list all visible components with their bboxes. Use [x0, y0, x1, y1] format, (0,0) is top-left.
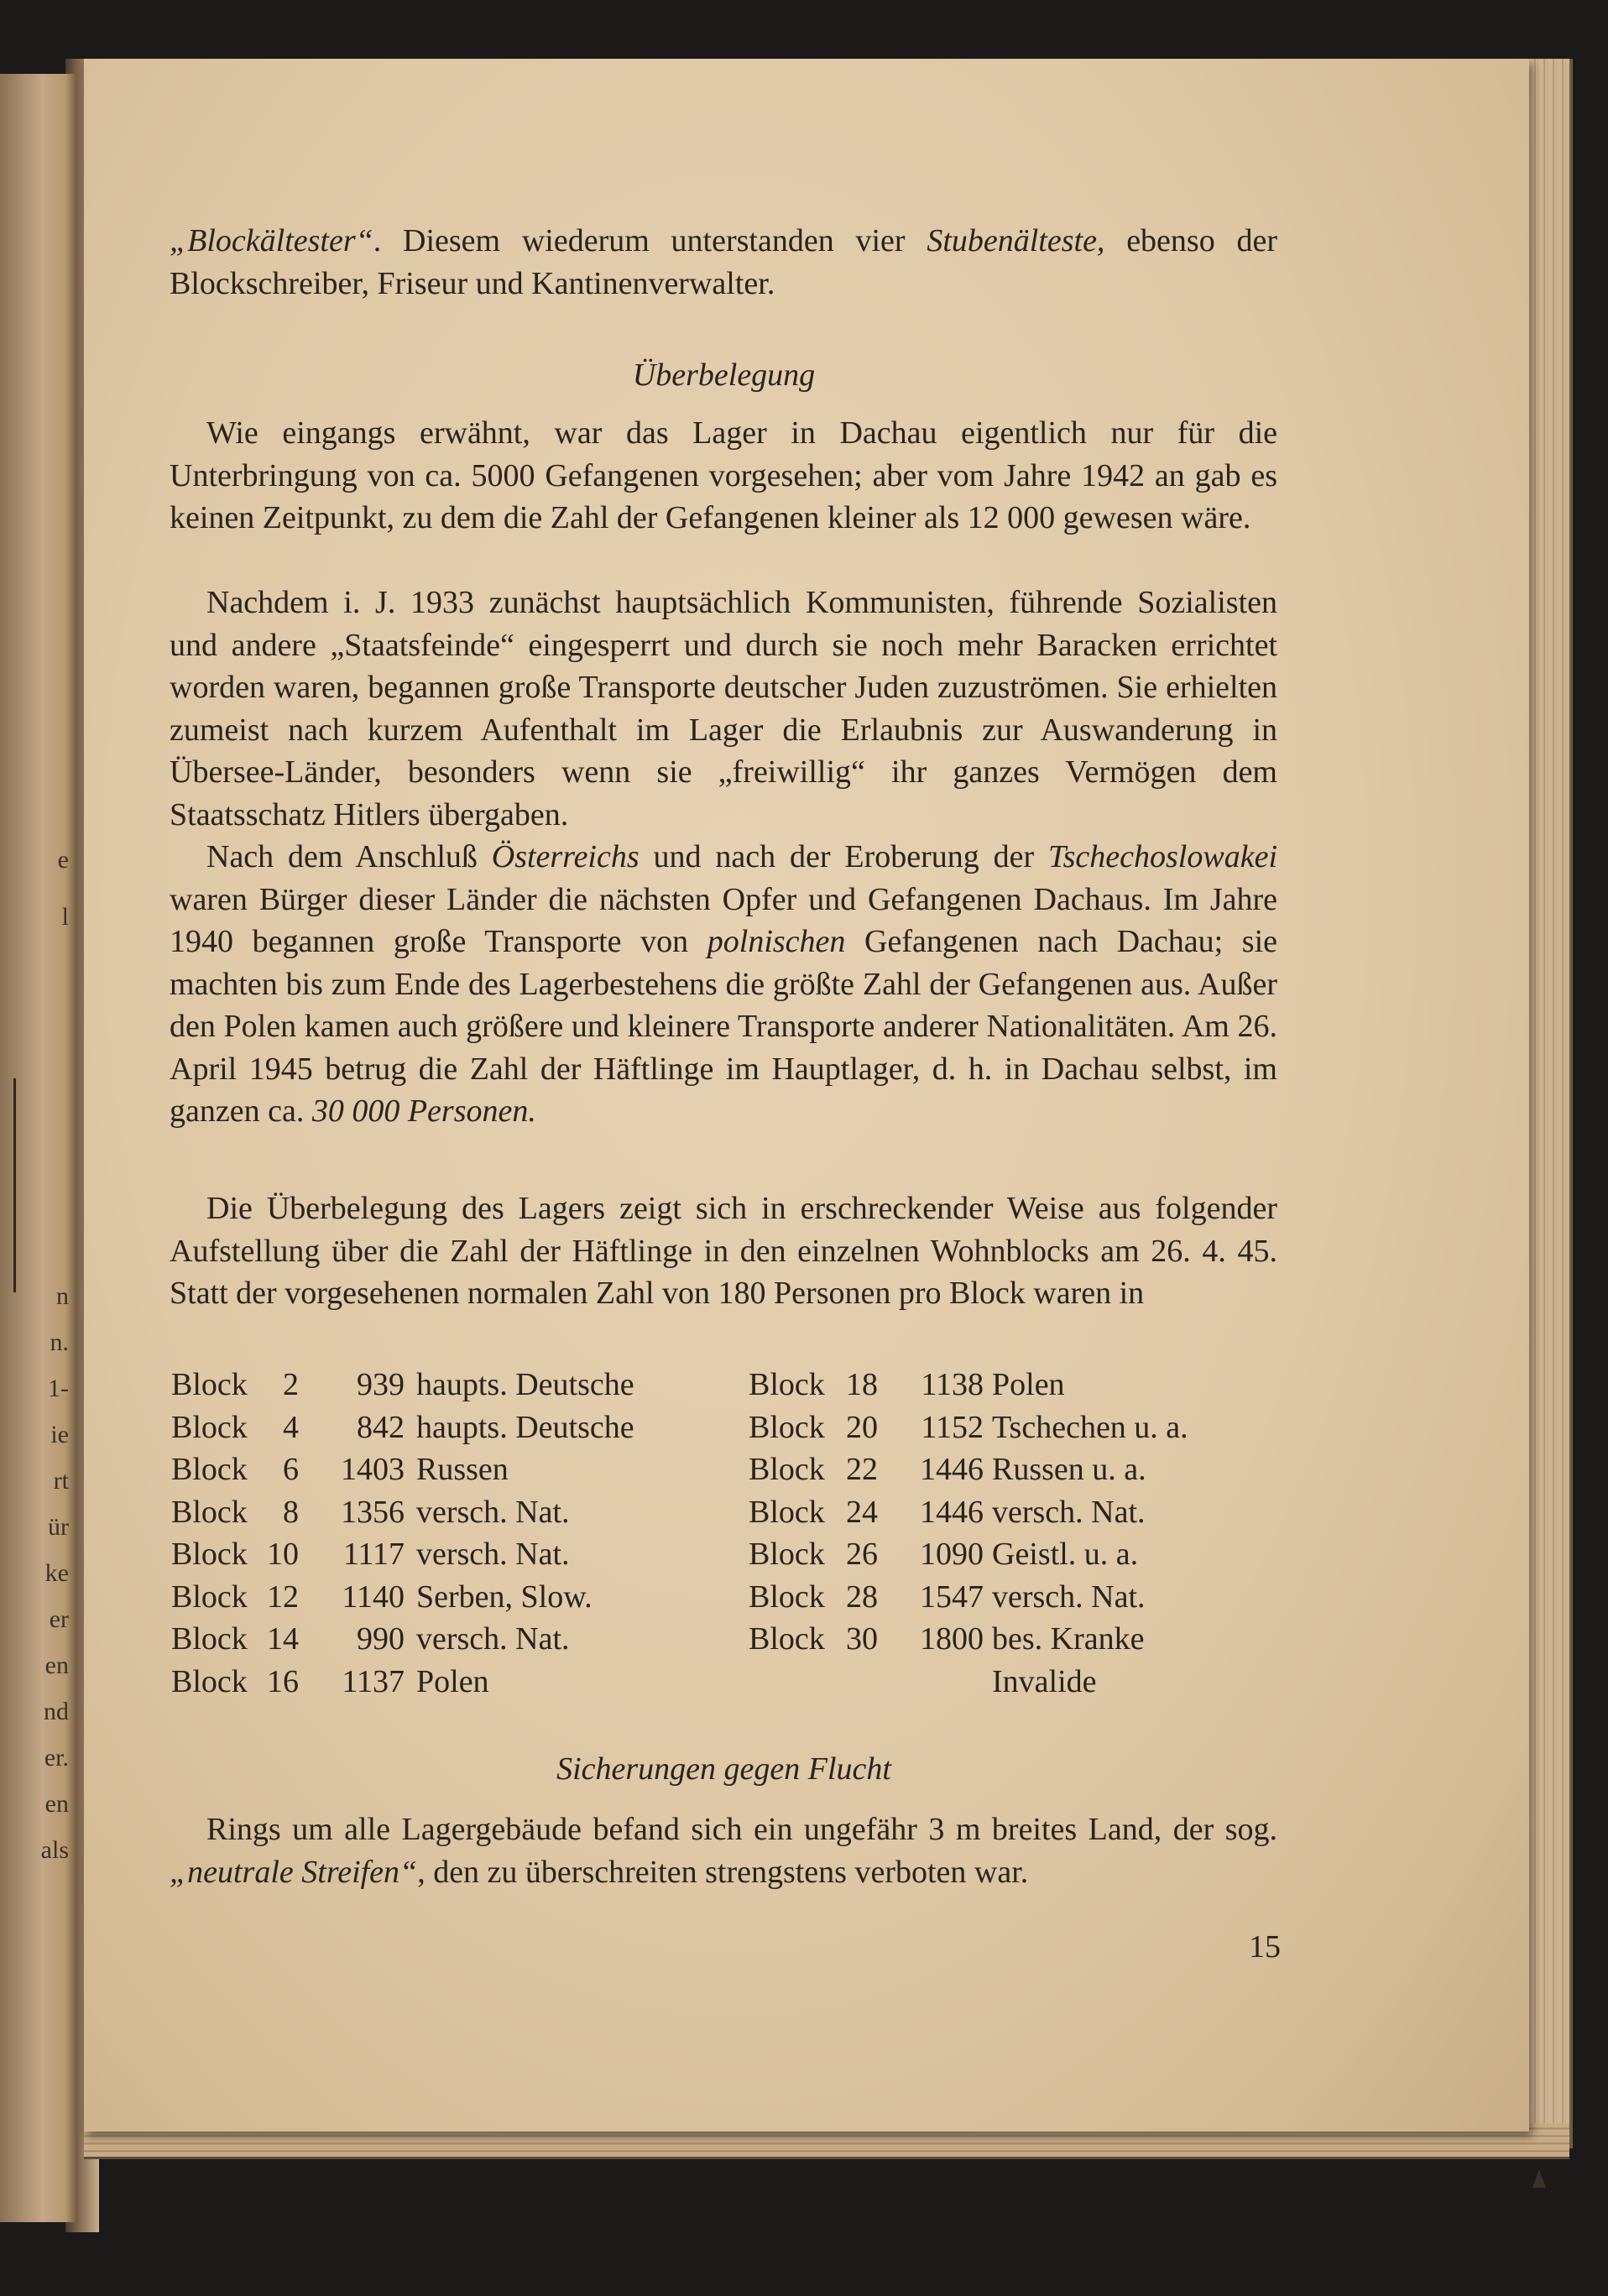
block-number: 16 — [267, 1663, 299, 1699]
text-span: Gefangenen nach Dachau; sie machten bis zum Ende des Lagerbestehens die größte Zahl der Gefangenen aus. Außer den Polen kamen auch größere und kleinere Transporte anderer Nationalitäten. Am 26. April 1945 betrug die Zahl der Häftlinge im Hauptlager, d. h. in Dachau selbst, im ganzen ca. — [170, 924, 1277, 1129]
left-page-fragment: nd — [44, 1698, 69, 1725]
block-number: 6 — [283, 1452, 299, 1487]
block-count: 1547 — [920, 1578, 984, 1615]
block-description: bes. Kranke — [992, 1621, 1145, 1657]
block-row — [749, 1406, 1219, 1449]
block-count: 1403 — [341, 1452, 405, 1487]
block-label: Block — [749, 1409, 825, 1445]
block-label: Block — [749, 1367, 825, 1402]
left-page-fragment: er — [49, 1605, 69, 1633]
block-count: 1152 — [921, 1409, 984, 1445]
section-heading-ueberbelegung: Überbelegung — [632, 357, 816, 393]
term-tschechoslowakei: Tschechoslowakei — [1047, 839, 1277, 874]
text-span: Nach dem Anschluß — [206, 839, 492, 874]
block-count: 1090 — [920, 1537, 984, 1572]
block-label: Block — [749, 1578, 825, 1615]
block-count: 990 — [357, 1621, 405, 1657]
block-row — [749, 1491, 1219, 1534]
block-list-right — [749, 1364, 1219, 1703]
block-label: Block — [171, 1409, 248, 1445]
block-description-continuation: Invalide — [992, 1663, 1097, 1699]
block-label: Block — [749, 1537, 825, 1572]
block-row — [171, 1618, 692, 1661]
text-span: Rings um alle Lagergebäude befand sich ein ungefähr 3 m breites Land, der sog. — [206, 1812, 1277, 1847]
block-description: Geistl. u. a. — [992, 1537, 1139, 1572]
block-label: Block — [171, 1367, 248, 1402]
left-page-fragment: en — [44, 1652, 69, 1679]
section-heading-sicherungen: Sicherungen gegen Flucht — [556, 1751, 891, 1787]
block-description: Tschechen u. a. — [992, 1409, 1188, 1445]
block-description: versch. Nat. — [416, 1494, 570, 1530]
left-page-fragment: e — [57, 846, 69, 874]
block-description: Polen — [992, 1367, 1065, 1402]
block-description: Polen — [416, 1663, 489, 1699]
term-neutrale-streifen: „neutrale Streifen“ — [170, 1854, 418, 1890]
left-page-fragment: n — [56, 1282, 69, 1310]
block-count: 1356 — [341, 1494, 405, 1530]
block-description: versch. Nat. — [416, 1621, 570, 1657]
block-label: Block — [749, 1621, 825, 1657]
block-description: Russen — [416, 1452, 509, 1487]
block-label: Block — [171, 1494, 248, 1530]
block-number: 28 — [846, 1578, 878, 1615]
left-page-fragment: 1- — [48, 1375, 69, 1402]
block-description: haupts. Deutsche — [416, 1409, 634, 1445]
term-30000-personen: 30 000 Personen. — [311, 1093, 536, 1129]
block-count: 1138 — [921, 1367, 984, 1402]
block-number: 8 — [283, 1494, 299, 1530]
term-polnischen: polnischen — [707, 924, 846, 959]
paragraph-6 — [170, 1808, 1277, 1893]
term-oesterreichs: Österreichs — [491, 839, 640, 874]
block-label: Block — [171, 1578, 248, 1615]
term-blockaeltester: „Blockältester“ — [170, 223, 373, 258]
block-row — [171, 1533, 692, 1576]
block-label: Block — [749, 1494, 825, 1530]
block-number: 2 — [283, 1367, 299, 1402]
paragraph-4 — [170, 836, 1277, 1133]
left-page-fragment: n. — [50, 1328, 69, 1356]
block-label: Block — [171, 1537, 248, 1572]
block-number: 22 — [846, 1452, 878, 1487]
paragraph-3: Nachdem i. J. 1933 zunächst hauptsächlich Kommunisten, führende Sozialisten und andere „Staatsfeinde“ eingesperrt und durch sie noch mehr Baracken errichtet worden waren, begannen große Transporte deutscher Juden zuzuströmen. Sie erhielten zumeist nach kurzem Aufenthalt im Lager die Erlaubnis zur Auswanderung in Übersee-Länder, besonders wenn sie „freiwillig“ ihr ganzes Vermögen dem Staatsschatz Hitlers übergaben. — [170, 585, 1277, 832]
block-number: 30 — [846, 1621, 878, 1657]
paragraph-1 — [170, 220, 1277, 305]
text-span: waren Bürger dieser Länder die nächsten Opfer und Gefangenen Dachaus. Im Jahre 1940 begannen große Transporte von — [170, 881, 1277, 959]
left-page-fragment: en — [44, 1790, 69, 1818]
block-description: Serben, Slow. — [416, 1578, 593, 1615]
block-number: 14 — [267, 1621, 299, 1657]
block-count: 1140 — [342, 1578, 405, 1615]
text-span: ebenso der Blockschreiber, Friseur und Kantinenverwalter. — [170, 223, 1277, 301]
left-page-fragment: ke — [44, 1559, 69, 1587]
paragraph-2: Wie eingangs erwähnt, war das Lager in Dachau eigentlich nur für die Unterbringung von ca. 5000 Gefangenen vorgesehen; aber vom Jahre 1942 an gab es keinen Zeitpunkt, zu dem die Zahl der Gefangenen kleiner als 12 000 gewesen wäre. — [170, 415, 1277, 535]
page-number: 15 — [1249, 1929, 1281, 1965]
left-page-fragment: als — [40, 1836, 69, 1864]
block-label: Block — [749, 1452, 825, 1487]
block-row — [749, 1576, 1219, 1619]
block-list-left — [171, 1364, 692, 1703]
block-count: 1446 — [920, 1494, 984, 1530]
left-page-fragment: ür — [48, 1513, 69, 1541]
block-label: Block — [171, 1452, 248, 1487]
block-description: versch. Nat. — [992, 1578, 1146, 1615]
left-page-fragment: er. — [44, 1744, 69, 1772]
block-row — [171, 1448, 692, 1491]
left-page-fragment: l — [61, 903, 69, 931]
block-row — [749, 1661, 1219, 1704]
block-row — [171, 1491, 692, 1534]
left-page-fragment: ie — [50, 1421, 69, 1448]
block-label: Block — [171, 1663, 248, 1699]
block-row — [171, 1576, 692, 1619]
block-description: haupts. Deutsche — [416, 1367, 634, 1402]
block-description: versch. Nat. — [416, 1537, 570, 1572]
block-count: 1137 — [342, 1663, 405, 1699]
left-page-rule — [0, 1078, 16, 1292]
block-number: 24 — [846, 1494, 878, 1530]
text-span: und nach der Eroberung der — [639, 839, 1048, 874]
block-row — [171, 1661, 692, 1704]
block-description: versch. Nat. — [992, 1494, 1146, 1530]
block-count: 1117 — [342, 1537, 405, 1572]
block-label: Block — [171, 1621, 248, 1657]
text-span: . Diesem wiederum unterstanden vier — [373, 223, 927, 258]
block-number: 18 — [846, 1367, 878, 1402]
corner-mark — [1532, 2169, 1546, 2188]
block-description: Russen u. a. — [992, 1452, 1146, 1487]
block-row — [749, 1618, 1219, 1661]
block-number: 12 — [267, 1578, 299, 1615]
block-row — [749, 1533, 1219, 1576]
block-count: 842 — [357, 1409, 405, 1445]
block-row — [171, 1364, 692, 1406]
block-row — [749, 1364, 1219, 1406]
block-number: 26 — [846, 1537, 878, 1572]
paragraph-5: Die Überbelegung des Lagers zeigt sich in erschreckender Weise aus folgender Aufstellung über die Zahl der Häftlinge in den einzelnen Wohnblocks am 26. 4. 45. Statt der vorgesehenen normalen Zahl von 180 Personen pro Block waren in — [170, 1191, 1277, 1311]
block-count: 1446 — [920, 1452, 984, 1487]
block-row — [171, 1406, 692, 1449]
block-number: 20 — [846, 1409, 878, 1445]
block-row — [749, 1448, 1219, 1491]
left-page-fragment: rt — [53, 1467, 69, 1495]
term-stubenaelteste: Stubenälteste, — [927, 223, 1105, 258]
block-count: 1800 — [920, 1621, 984, 1657]
block-count: 939 — [357, 1367, 405, 1402]
text-span: , den zu überschreiten strengstens verboten war. — [417, 1854, 1029, 1890]
block-number: 10 — [267, 1537, 299, 1572]
block-number: 4 — [283, 1409, 299, 1445]
